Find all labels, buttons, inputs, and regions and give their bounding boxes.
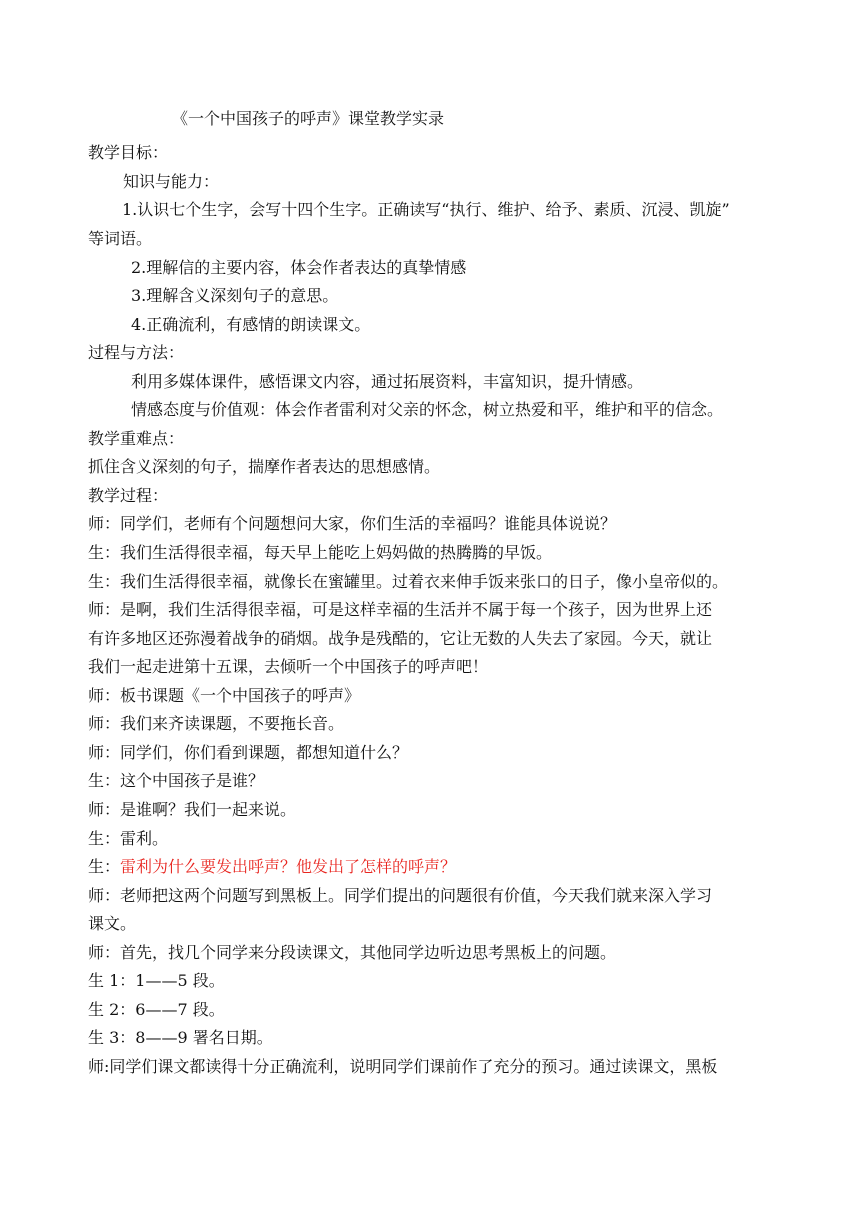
speaker-prefix: 生：: [88, 857, 121, 876]
dialogue-line-highlighted: [88, 856, 456, 878]
process-method-heading: 过程与方法：: [88, 343, 185, 362]
goal-item-4: 4.正确流利，有感情的朗读课文。: [131, 315, 371, 334]
dialogue-line: 生：这个中国孩子是谁？: [88, 771, 265, 790]
emotion-values-text: 情感态度与价值观：体会作者雷利对父亲的怀念，树立热爱和平，维护和平的信念。: [131, 400, 724, 419]
dialogue-line: 课文。: [88, 914, 137, 933]
dialogue-line: 师：首先，找几个同学来分段读课文，其他同学边听边思考黑板上的问题。: [88, 943, 617, 962]
dialogue-line: 师：同学们，你们看到课题，都想知道什么？: [88, 743, 409, 762]
dialogue-line: 生 2：6——7 段。: [88, 1000, 225, 1019]
dialogue-line: 师：是啊，我们生活得很幸福，可是这样幸福的生活并不属于每一个孩子，因为世界上还: [88, 600, 713, 619]
dialogue-line: 生：我们生活得很幸福，就像长在蜜罐里。过着衣来伸手饭来张口的日子，像小皇帝似的。: [88, 572, 729, 591]
goal-item-2: 2.理解信的主要内容，体会作者表达的真挚情感: [131, 258, 467, 277]
process-method-text: 利用多媒体课件，感悟课文内容，通过拓展资料，丰富知识，提升情感。: [131, 372, 644, 391]
dialogue-line: 师：板书课题《一个中国孩子的呼声》: [88, 686, 361, 705]
dialogue-line: 师:同学们课文都读得十分正确流利，说明同学们课前作了充分的预习。通过读课文，黑板: [88, 1057, 718, 1076]
key-points-heading: 教学重难点：: [88, 429, 185, 448]
goal-item-1-line-1: 1.认识七个生字，会写十四个生字。正确读写“执行、维护、给予、素质、沉浸、凯旋”: [122, 200, 730, 219]
highlighted-question: 雷利为什么要发出呼声？他发出了怎样的呼声？: [120, 857, 457, 876]
goal-item-3: 3.理解含义深刻句子的意思。: [131, 286, 339, 305]
dialogue-line: 生 1：1——5 段。: [88, 971, 225, 990]
goal-item-1-line-2: 等词语。: [88, 229, 153, 248]
document-title: 《一个中国孩子的呼声》课堂教学实录: [172, 109, 445, 128]
dialogue-line: 生：我们生活得很幸福，每天早上能吃上妈妈做的热腾腾的早饭。: [88, 543, 553, 562]
knowledge-ability-heading: 知识与能力：: [123, 172, 220, 191]
key-points-text: 抓住含义深刻的句子，揣摩作者表达的思想感情。: [88, 457, 441, 476]
dialogue-line: 师：我们来齐读课题，不要拖长音。: [88, 714, 345, 733]
dialogue-line: 师：是谁啊？我们一起来说。: [88, 800, 297, 819]
teaching-process-heading: 教学过程：: [88, 486, 169, 505]
dialogue-line: 生：雷利。: [88, 829, 169, 848]
dialogue-line: 师：老师把这两个问题写到黑板上。同学们提出的问题很有价值，今天我们就来深入学习: [88, 886, 713, 905]
dialogue-line: 生 3：8——9 署名日期。: [88, 1028, 273, 1047]
teaching-goals-heading: 教学目标：: [88, 143, 169, 162]
dialogue-line: 师：同学们，老师有个问题想问大家，你们生活的幸福吗？谁能具体说说？: [88, 514, 617, 533]
dialogue-line: 有许多地区还弥漫着战争的硝烟。战争是残酷的，它让无数的人失去了家园。今天，就让: [88, 629, 713, 648]
dialogue-line: 我们一起走进第十五课，去倾听一个中国孩子的呼声吧！: [88, 657, 489, 676]
